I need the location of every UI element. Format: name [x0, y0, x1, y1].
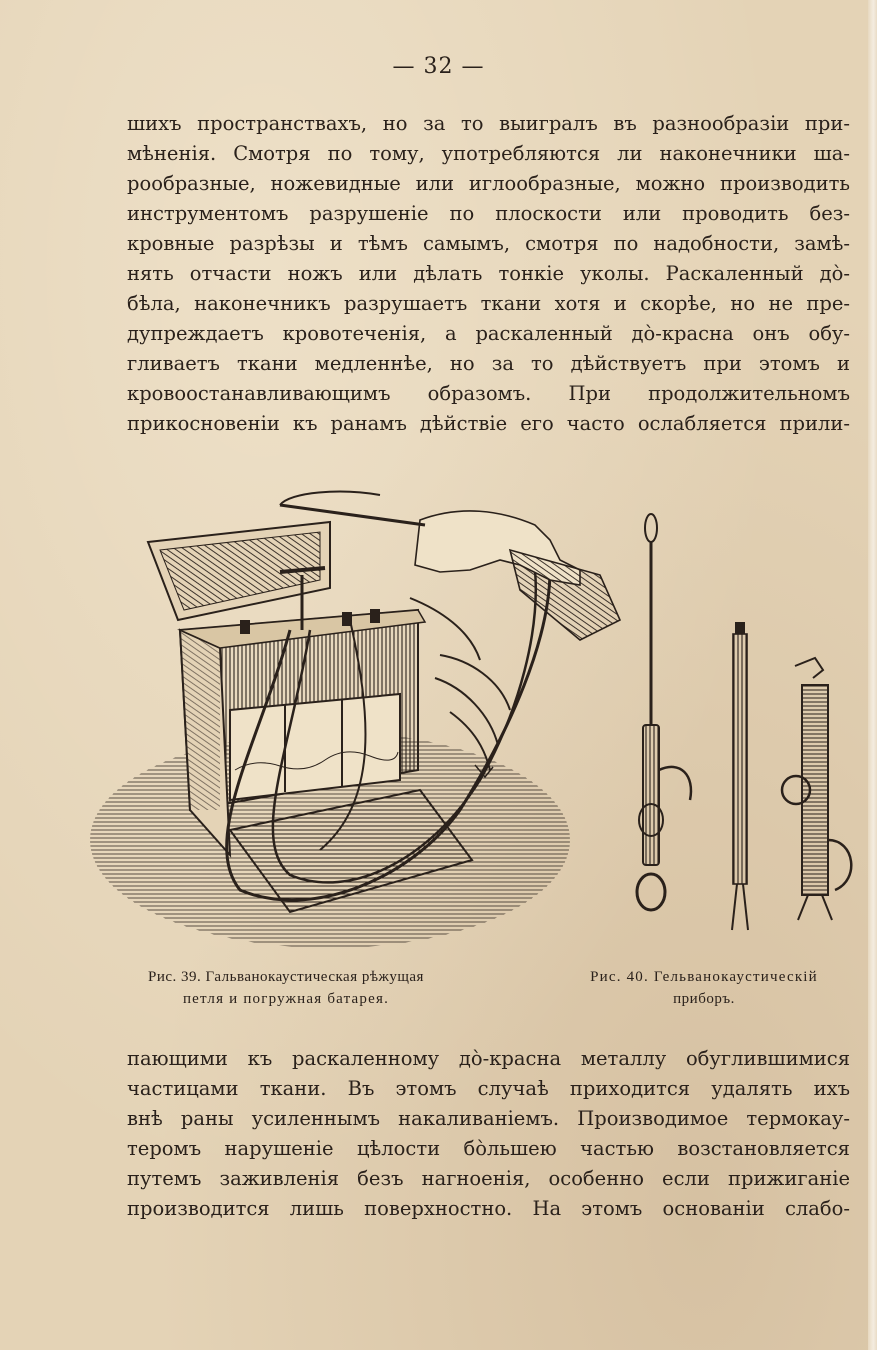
paragraph-bottom [127, 1044, 850, 1224]
figure-39-caption [84, 966, 488, 1010]
caption-line: Рис. 39. Гальванокаустическая рѣжущая [148, 969, 424, 985]
text-line: гливаетъ ткани медленнѣе, но за то дѣйствуетъ при этомъ и [127, 352, 850, 375]
text-line: внѣ раны усиленнымъ накаливаніемъ. Производимое термокау- [127, 1107, 850, 1130]
text-line: рообразные, ножевидные или иглообразные, можно производить [127, 172, 850, 195]
text-line: путемъ заживленія безъ нагноенія, особенно если прижиганіе [127, 1167, 850, 1190]
text-line: кровоостанавливающимъ образомъ. При продолжительномъ [127, 382, 850, 405]
caption-line: петля и погружная батарея. [182, 991, 390, 1007]
text-line: частицами ткани. Въ этомъ случаѣ приходится удалять ихъ [127, 1077, 850, 1100]
text-line: инструментомъ разрушеніе по плоскости или проводить без- [127, 202, 850, 225]
figure-40-caption [545, 966, 863, 1010]
text-line: пающими къ раскаленному до̀-красна металлу обуглившимися [127, 1047, 850, 1070]
text-line: кровные разрѣзы и тѣмъ самымъ, смотря по надобности, замѣ- [127, 232, 850, 255]
text-line: шихъ пространствахъ, но за то выигралъ въ разнообразіи при- [127, 112, 850, 135]
instruments-illustration [637, 514, 851, 930]
page-number: — 32 — [392, 54, 485, 79]
text-line: мѣненія. Смотря по тому, употребляются ли наконечники ша- [127, 142, 850, 165]
text-line: дупреждаетъ кровотеченія, а раскаленный до̀-красна онъ обу- [127, 322, 850, 345]
caption-line: приборъ. [673, 991, 735, 1007]
text-line: теромъ нарушеніе цѣлости бо̀льшею частью возстановляется [127, 1137, 850, 1160]
text-line: бѣла, наконечникъ разрушаетъ ткани хотя и скорѣе, но не пре- [127, 292, 850, 315]
text-line: производится лишь поверхностно. На этомъ основаніи слабо- [127, 1197, 850, 1220]
text-line: нять отчасти ножъ или дѣлать тонкіе уколы. Раскаленный до̀- [127, 262, 850, 285]
caption-line: Рис. 40. Гельванокаустическій [590, 969, 818, 985]
figure-engravings [80, 480, 870, 950]
paragraph-top [127, 109, 850, 439]
battery-illustration [90, 492, 620, 948]
text-line: прикосновеніи къ ранамъ дѣйствіе его часто ослабляется прили- [127, 412, 850, 435]
